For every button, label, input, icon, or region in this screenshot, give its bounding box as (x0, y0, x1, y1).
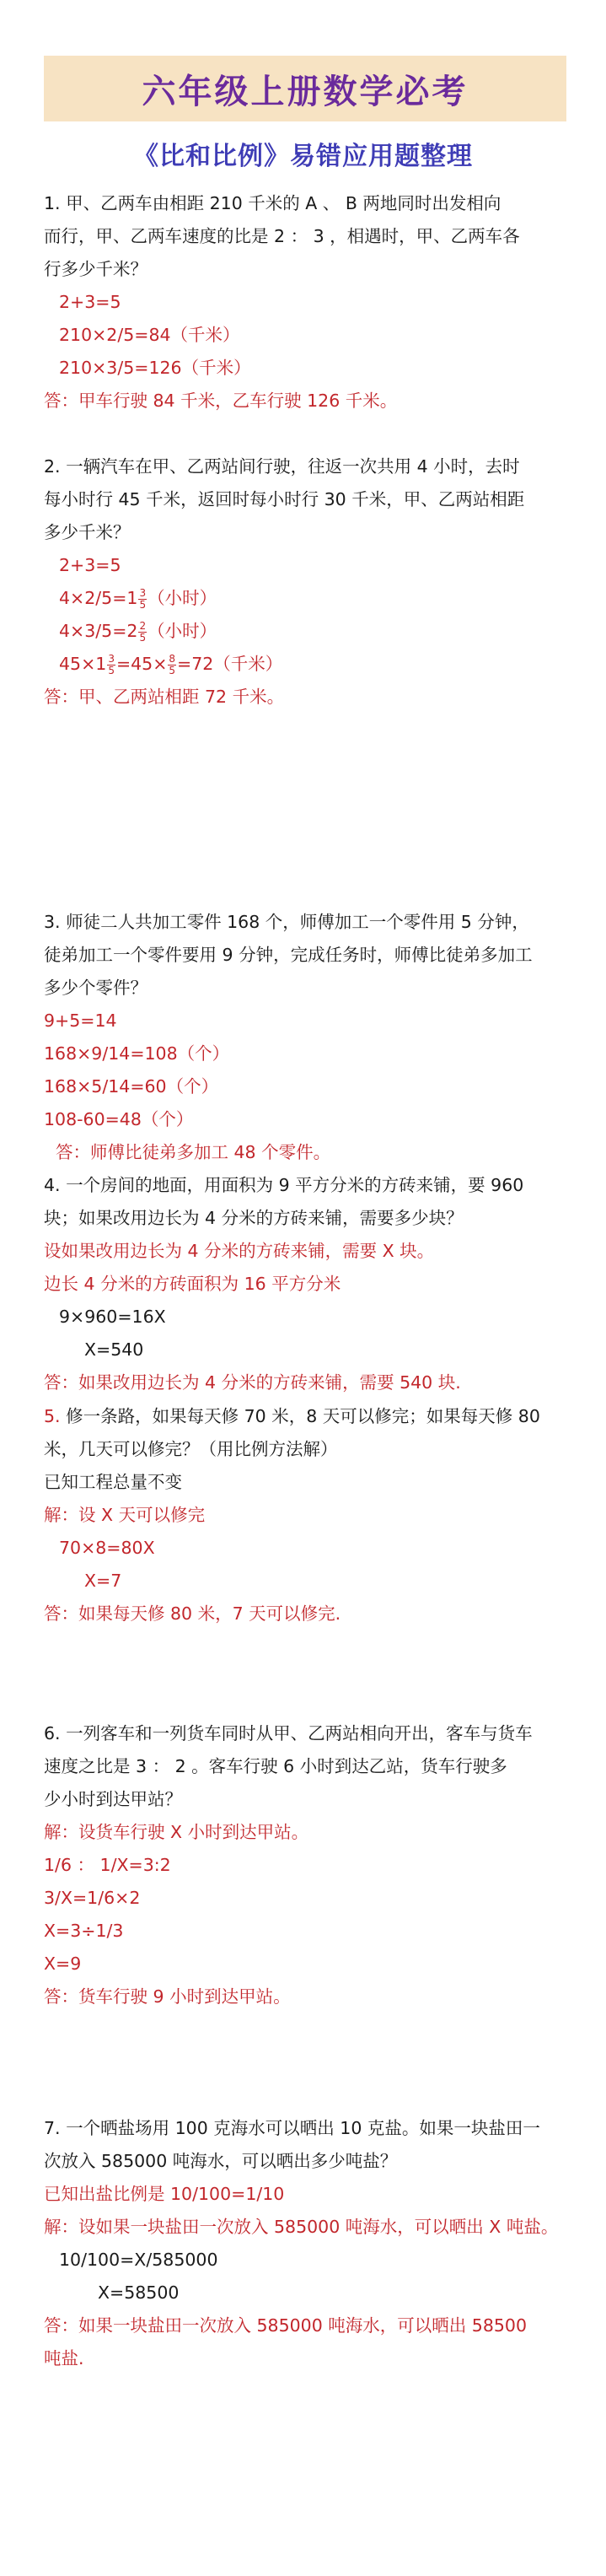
problem-4 (44, 1169, 575, 1399)
problem-2-step: 45×1 $\frac{3}{5}$ =45× $\frac{8}{5}$ =72（千米） (59, 652, 283, 676)
problem-2-question-line: 每小时行 45 千米，返回时每小时行 30 千米，甲、乙两站相距 (44, 489, 525, 509)
problem-1-answer: 答：甲车行驶 84 千米，乙车行驶 126 千米。 (44, 391, 398, 411)
problem-7-answer: 答：如果一块盐田一次放入 585000 吨海水，可以晒出 58500 (44, 2315, 528, 2336)
problem-6 (44, 1717, 575, 2013)
page-subtitle: 《比和比例》易错应用题整理 (133, 142, 473, 171)
problem-4-step: 设如果改用边长为 4 分米的方砖来铺，需要 X 块。 (44, 1241, 435, 1261)
problem-7-step: X=58500 (98, 2282, 180, 2303)
problem-2-question: 2. 一辆汽车在甲、乙两站间行驶，往返一次共用 4 小时，去时 (44, 456, 520, 477)
title-banner (44, 56, 566, 121)
problem-2-question-line: 多少千米？ (44, 522, 131, 542)
problem-6-step: X=3÷1/3 (44, 1921, 124, 1941)
problem-3-question-line: 多少个零件？ (44, 978, 147, 998)
problem-3-question-line: 徒弟加工一个零件要用 9 分钟，完成任务时，师傅比徒弟多加工 (44, 945, 533, 965)
fraction: $\frac{3}{5}$ (139, 586, 147, 611)
problem-5-step: 解：设 X 天可以修完 (44, 1505, 206, 1525)
problem-3-step: 9+5=14 (44, 1010, 117, 1031)
problem-5-step: X=7 (84, 1571, 122, 1591)
problem-6-step: 1/6 ： 1/X=3:2 (44, 1855, 171, 1875)
problem-7 (44, 2112, 575, 2375)
problem-2-answer: 答：甲、乙两站相距 72 千米。 (44, 687, 285, 707)
fraction: $\frac{8}{5}$ (169, 652, 176, 676)
problem-4-step: 9×960=16X (59, 1307, 166, 1327)
problem-3-step: 168×9/14=108（个） (44, 1043, 230, 1064)
problem-1-step: 2+3=5 (59, 292, 121, 312)
problem-7-answer-line: 吨盐. (44, 2348, 84, 2369)
problem-5-question-line: 米，几天可以修完？（用比例方法解） (44, 1439, 338, 1459)
fraction: $\frac{3}{5}$ (108, 652, 115, 676)
problem-3-step: 168×5/14=60（个） (44, 1076, 219, 1097)
problem-6-question-line: 少小时到达甲站？ (44, 1789, 182, 1809)
problem-6-step: 解：设货车行驶 X 小时到达甲站。 (44, 1822, 309, 1842)
problem-2-step: 2+3=5 (59, 555, 121, 575)
problem-1-question: 1. 甲、乙两车由相距 210 千米的 A 、 B 两地同时出发相向 (44, 193, 501, 213)
problem-1-step: 210×3/5=126（千米） (59, 358, 251, 378)
problem-2-step: 4×2/5=1 $\frac{3}{5}$ （小时） (59, 586, 217, 611)
problem-3-step: 108-60=48（个） (44, 1109, 194, 1129)
problem-3-answer: 答：师傅比徒弟多加工 48 个零件。 (56, 1142, 331, 1162)
page-title: 六年级上册数学必考 (142, 72, 469, 111)
problem-7-question: 7. 一个晒盐场用 100 克海水可以晒出 10 克盐。如果一块盐田一 (44, 2118, 540, 2138)
problem-6-question-line: 速度之比是 3 ： 2 。客车行驶 6 小时到达乙站，货车行驶多 (44, 1756, 507, 1776)
problem-4-step: X=540 (84, 1339, 144, 1360)
problem-7-step: 已知出盐比例是 10/100=1/10 (44, 2184, 285, 2204)
problem-4-step: 边长 4 分米的方砖面积为 16 平方分米 (44, 1274, 341, 1294)
problem-5-question: 5. 修一条路，如果每天修 70 米，8 天可以修完；如果每天修 80 (44, 1406, 540, 1426)
problem-5-known: 已知工程总量不变 (44, 1472, 182, 1492)
problem-1-question-line: 而行，甲、乙两车速度的比是 2 ： 3 ，相遇时，甲、乙两车各 (44, 226, 520, 246)
problem-6-answer: 答：货车行驶 9 小时到达甲站。 (44, 1986, 291, 2007)
problem-2-step: 4×3/5=2 $\frac{2}{5}$ （小时） (59, 619, 217, 644)
problem-7-step: 解：设如果一块盐田一次放入 585000 吨海水，可以晒出 X 吨盐。 (44, 2217, 559, 2237)
problem-6-step: X=9 (44, 1954, 82, 1974)
problem-1 (44, 187, 575, 418)
fraction: $\frac{2}{5}$ (139, 619, 147, 644)
problem-7-step: 10/100=X/585000 (59, 2250, 218, 2270)
problem-4-question: 4. 一个房间的地面，用面积为 9 平方分米的方砖来铺，要 960 (44, 1175, 524, 1195)
problem-4-answer: 答：如果改用边长为 4 分米的方砖来铺，需要 540 块. (44, 1372, 461, 1393)
problem-4-question-line: 块；如果改用边长为 4 分米的方砖来铺，需要多少块？ (44, 1208, 464, 1228)
problem-6-question: 6. 一列客车和一列货车同时从甲、乙两站相向开出，客车与货车 (44, 1723, 533, 1743)
problem-7-question-line: 次放入 585000 吨海水，可以晒出多少吨盐？ (44, 2151, 398, 2171)
problem-3-question: 3. 师徒二人共加工零件 168 个，师傅加工一个零件用 5 分钟， (44, 912, 529, 932)
problem-5-step: 70×8=80X (59, 1538, 155, 1558)
problem-5 (44, 1400, 575, 1630)
problem-3 (44, 906, 575, 1169)
problem-5-answer: 答：如果每天修 80 米，7 天可以修完. (44, 1603, 341, 1624)
problem-1-question-line: 行多少千米？ (44, 259, 147, 279)
problem-1-step: 210×2/5=84（千米） (59, 325, 240, 345)
problem-6-step: 3/X=1/6×2 (44, 1888, 141, 1908)
problem-2 (44, 450, 575, 714)
